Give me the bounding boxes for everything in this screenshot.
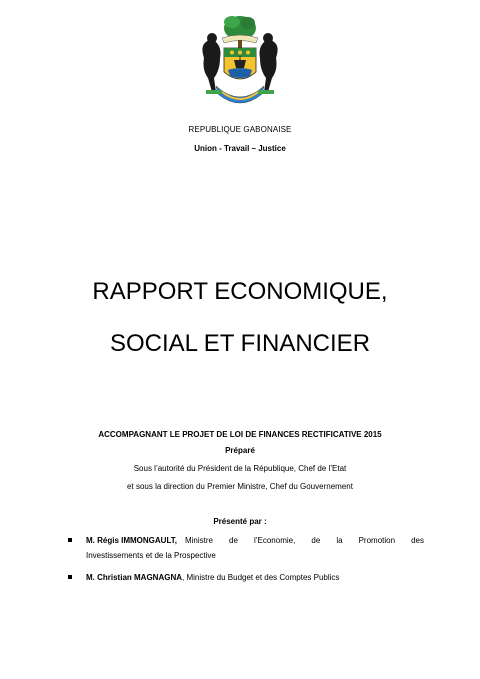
presenter-role: Ministre de l’Economie, de la Promotion des [184,536,424,545]
presenter-name: M. Régis IMMONGAULT, [86,536,177,545]
prepared-label: Préparé [225,446,255,455]
national-motto: Union - Travail – Justice [194,144,286,153]
presenter-role-continued: Investissements et de la Prospective [86,551,216,560]
country-name: REPUBLIQUE GABONAISE [188,125,292,134]
authority-line-2: et sous la direction du Premier Ministre, Chef du Gouvernement [127,482,353,491]
presenter-name: M. Christian MAGNAGNA [86,573,182,582]
report-title-line-2: SOCIAL ET FINANCIER [109,330,371,357]
presented-by-label: Présenté par : [213,517,267,526]
list-item [68,533,424,563]
bullet-square-icon [68,538,72,542]
accompanying-text: ACCOMPAGNANT LE PROJET DE LOI DE FINANCES RECTIFICATIVE 2015 [98,430,382,439]
gabon-coat-of-arms-icon [192,12,288,112]
authority-line-1: Sous l’autorité du Président de la République, Chef de l’Etat [133,464,347,473]
presenter-role: , Ministre du Budget et des Comptes Publics [182,573,340,582]
presenters-list [68,533,424,585]
list-item [68,570,424,585]
report-title-line-1: RAPPORT ECONOMIQUE, [92,278,388,305]
bullet-square-icon [68,575,72,579]
